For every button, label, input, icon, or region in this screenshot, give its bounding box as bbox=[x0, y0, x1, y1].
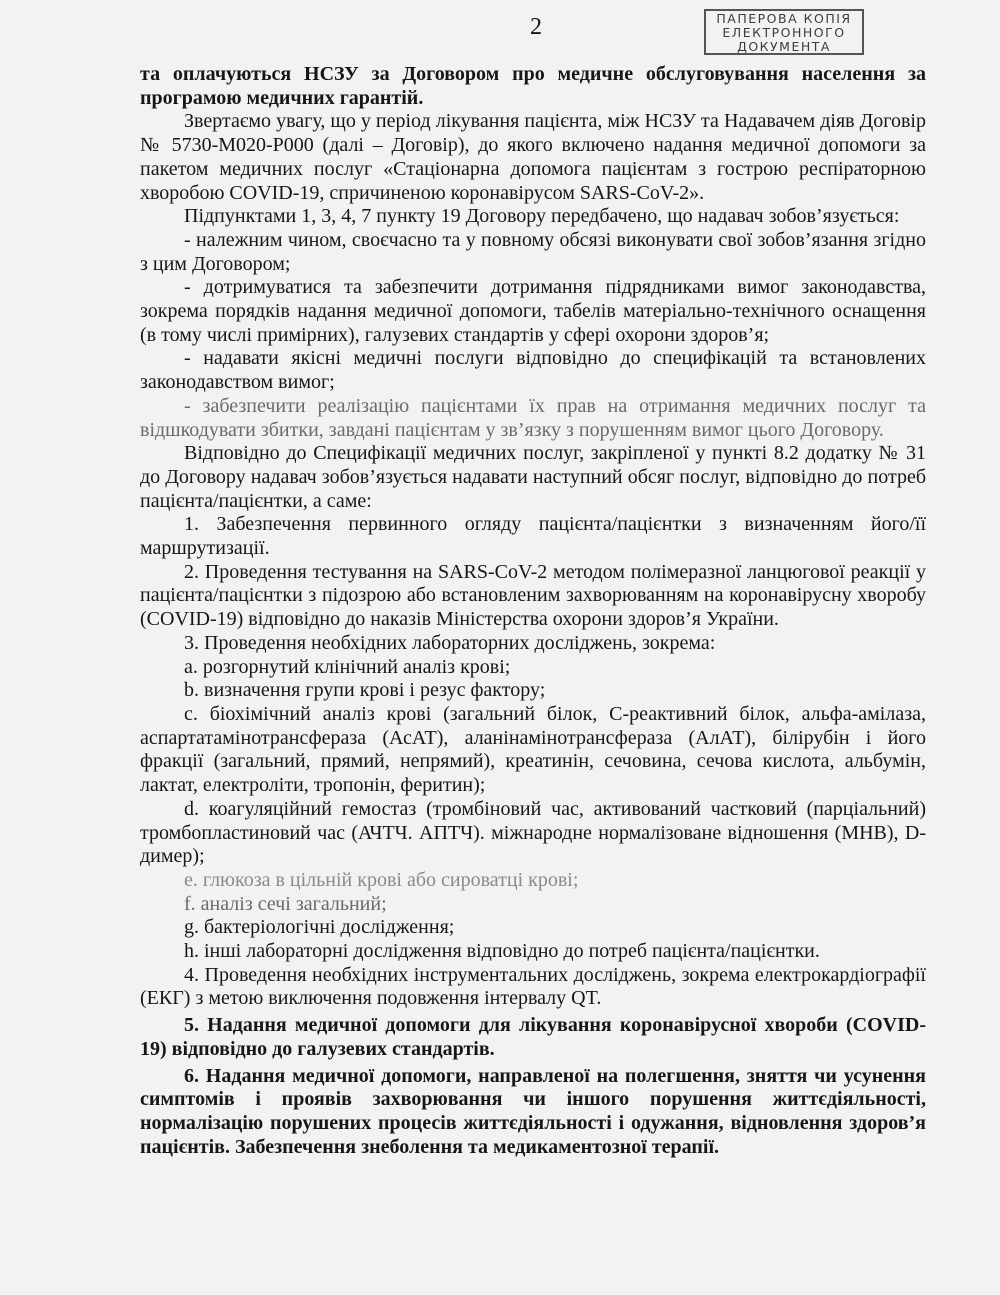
document-body bbox=[140, 63, 926, 1159]
lab-test-item: c. біохімічний аналіз крові (загальний білок, С-реактивний білок, альфа-амілаза, аспартатамінотрансфераза (АсАТ), аланінамінотрансфераза (АлАТ), білірубін і його фракції (загальний, прямий, непрямий), креатинін, сечовина, сечова кислота, альбумін, лактат, електроліти, тропонін, феритин); bbox=[140, 702, 926, 797]
obligation-item: - надавати якісні медичні послуги відповідно до специфікацій та встановлених законодавством вимог; bbox=[140, 347, 926, 394]
service-item: 4. Проведення необхідних інструментальних досліджень, зокрема електрокардіографії (ЕКГ) з метою виключення подовження інтервалу QT. bbox=[140, 963, 926, 1010]
service-item: 1. Забезпечення первинного огляду пацієнта/пацієнтки з визначенням його/її маршрутизації. bbox=[140, 513, 926, 560]
stamp-line-2: ЕЛЕКТРОННОГО bbox=[722, 25, 846, 40]
service-item-bold: 6. Надання медичної допомоги, направленої на полегшення, зняття чи усунення симптомів і проявів захворювання чи іншого порушення життєдіяльності, нормалізацію порушених процесів життєдіяльності і одужання, відновлення здоров’я пацієнтів. Забезпечення знеболення та медикаментозної терапії. bbox=[140, 1064, 926, 1158]
obligation-item: - дотримуватися та забезпечити дотримання підрядниками вимог законодавства, зокрема порядків надання медичної допомоги, табелів матеріально-технічного оснащення (в тому числі примірних), галузевих стандартів у сфері охорони здоров’я; bbox=[140, 276, 926, 346]
lab-test-item: e. глюкоза в цільній крові або сироватці крові; bbox=[184, 868, 579, 891]
stamp-line-3: ДОКУМЕНТА bbox=[737, 39, 831, 54]
paragraph-intro: та оплачуються НСЗУ за Договором про медичне обслуговування населення за програмою медичних гарантій. bbox=[140, 63, 926, 109]
obligation-item: - належним чином, своєчасно та у повному обсязі виконувати свої зобов’язання згідно з цим Договором; bbox=[140, 228, 926, 275]
paragraph-obligations: Підпунктами 1, 3, 4, 7 пункту 19 Договору передбачено, що надавач зобов’язується: bbox=[184, 205, 900, 228]
lab-test-item: f. аналіз сечі загальний; bbox=[184, 892, 387, 915]
lab-test-item: a. розгорнутий клінічний аналіз крові; bbox=[184, 655, 511, 678]
page-number: 2 bbox=[530, 14, 542, 40]
lab-test-item: b. визначення групи крові і резус фактору; bbox=[184, 679, 546, 702]
electronic-copy-stamp bbox=[704, 9, 864, 55]
service-item: 2. Проведення тестування на SARS-CoV-2 методом полімеразної ланцюгової реакції у пацієнта/пацієнтки з підозрою або встановленим захворюванням на коронавірусну хворобу (COVID-19) відповідно до наказів Міністерства охорони здоров’я України. bbox=[140, 560, 926, 631]
stamp-line-1: ПАПЕРОВА КОПІЯ bbox=[716, 11, 852, 26]
lab-test-item: g. бактеріологічні дослідження; bbox=[184, 916, 455, 939]
paragraph-contract: Звертаємо увагу, що у період лікування пацієнта, між НСЗУ та Надавачем діяв Договір № 5730-М020-Р000 (далі – Договір), до якого включено надання медичної допомоги за пакетом медичних послуг «Стаціонарна допомога пацієнтам з гострою респіраторною хворобою COVID-19, спричиненою коронавірусом SARS-CoV-2». bbox=[140, 110, 926, 204]
lab-test-item: h. інші лабораторні дослідження відповідно до потреб пацієнта/пацієнтки. bbox=[184, 940, 820, 963]
service-item: 3. Проведення необхідних лабораторних досліджень, зокрема: bbox=[184, 631, 716, 654]
lab-test-item: d. коагуляційний гемостаз (тромбіновий час, активований частковий (парціальний) тромбопластиновий час (АЧТЧ. АПТЧ). міжнародне нормалізоване відношення (МНВ), D-димер); bbox=[140, 797, 926, 868]
paragraph-specification: Відповідно до Специфікації медичних послуг, закріпленої у пункті 8.2 додатку № 31 до Договору надавач зобов’язується надавати наступний обсяг послуг, відповідно до потреб пацієнта/пацієнтки, а саме: bbox=[140, 442, 926, 512]
service-item-bold: 5. Надання медичної допомоги для лікування коронавірусної хвороби (COVID-19) відповідно до галузевих стандартів. bbox=[140, 1014, 926, 1060]
obligation-item: - забезпечити реалізацію пацієнтами їх прав на отримання медичних послуг та відшкодувати збитки, завдані пацієнтам у зв’язку з порушенням вимог цього Договору. bbox=[140, 394, 926, 441]
